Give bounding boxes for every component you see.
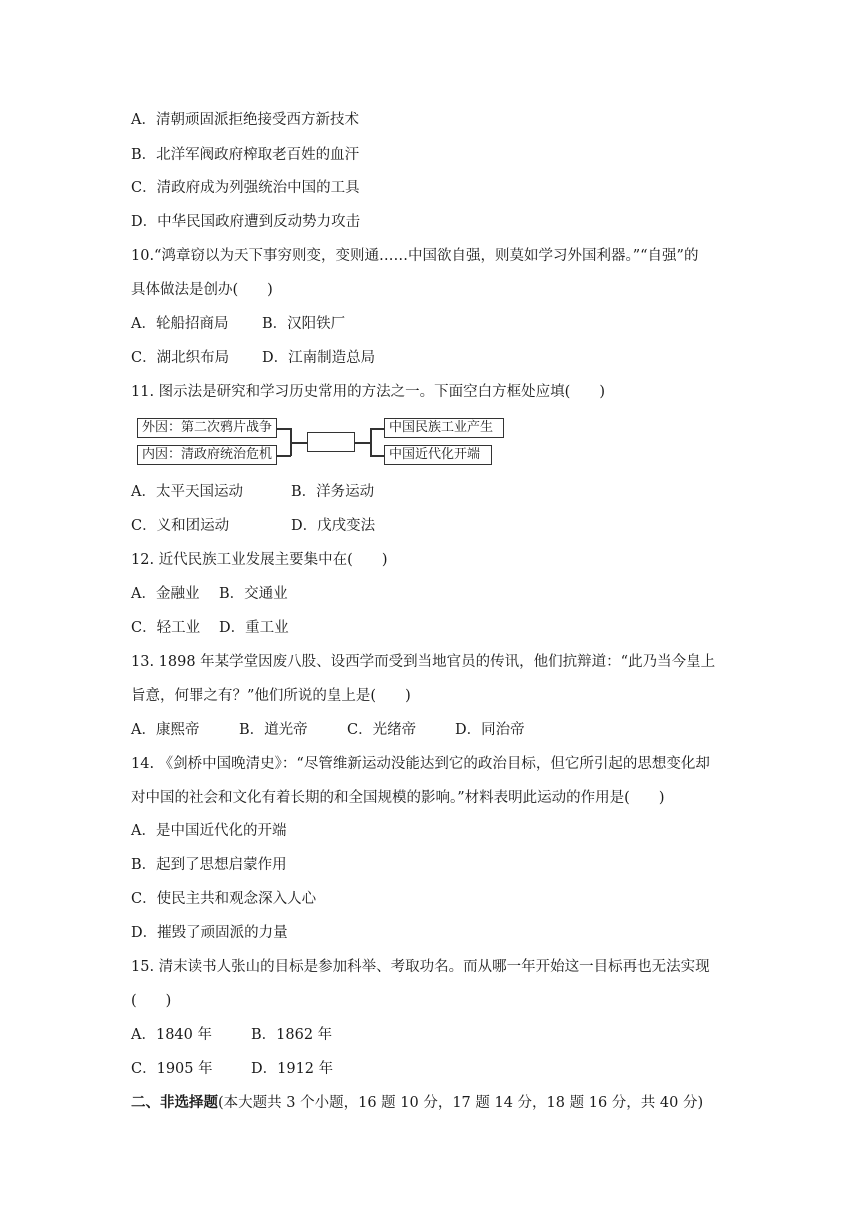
q10-option-b: B．汉阳铁厂 bbox=[262, 316, 346, 332]
q11-options-row2 bbox=[131, 516, 375, 536]
q12-options-row2 bbox=[131, 618, 289, 638]
q14-option-c: C．使民主共和观念深入人心 bbox=[131, 891, 317, 907]
q15-stem-line2: ( ) bbox=[131, 993, 172, 1009]
q13-option-c: C．光绪帝 bbox=[347, 722, 417, 738]
diagram-connector bbox=[370, 428, 384, 430]
section-2-note: (本大题共 3 个小题，16 题 10 分，17 题 14 分，18 题 16 分，共 40 分) bbox=[218, 1095, 704, 1111]
q9-option-a: A．清朝顽固派拒绝接受西方新技术 bbox=[131, 112, 359, 128]
q9-option-b: B．北洋军阀政府榨取老百姓的血汗 bbox=[131, 147, 360, 163]
q14-option-d: D．摧毁了顽固派的力量 bbox=[131, 925, 288, 941]
q15-options-row2 bbox=[131, 1059, 333, 1079]
q14-option-a: A．是中国近代化的开端 bbox=[131, 823, 287, 839]
q13-option-a: A．康熙帝 bbox=[131, 722, 200, 738]
q13-option-d: D．同治帝 bbox=[455, 722, 525, 738]
diagram-connector bbox=[290, 442, 307, 444]
q15-option-b: B．1862 年 bbox=[251, 1027, 333, 1043]
q10-option-a: A．轮船招商局 bbox=[131, 316, 229, 332]
q15-option-d: D．1912 年 bbox=[251, 1061, 334, 1077]
q11-stem: 11. 图示法是研究和学习历史常用的方法之一。下面空白方框处应填( ) bbox=[131, 384, 605, 400]
q10-option-c: C．湖北织布局 bbox=[131, 350, 230, 366]
section-2-heading bbox=[131, 1093, 703, 1113]
q10-stem-line2: 具体做法是创办( ) bbox=[131, 282, 273, 298]
q13-options-row bbox=[131, 720, 525, 740]
q12-options-row1 bbox=[131, 584, 288, 604]
q12-option-b: B．交通业 bbox=[219, 586, 288, 602]
q15-option-a: A．1840 年 bbox=[131, 1027, 212, 1043]
q14-option-b: B．起到了思想启蒙作用 bbox=[131, 857, 287, 873]
q9-option-c: C．清政府成为列强统治中国的工具 bbox=[131, 180, 360, 196]
q11-option-d: D．戊戌变法 bbox=[291, 518, 376, 534]
q10-options-row2 bbox=[131, 348, 375, 368]
q13-stem-line2: 旨意，何罪之有？”他们所说的皇上是( ) bbox=[131, 688, 411, 704]
q15-options-row1 bbox=[131, 1025, 332, 1045]
q10-option-d: D．江南制造总局 bbox=[262, 350, 376, 366]
diagram-connector bbox=[355, 442, 371, 444]
diagram-blank-box bbox=[307, 432, 355, 452]
section-2-title: 二、非选择题 bbox=[131, 1094, 218, 1111]
q13-option-b: B．道光帝 bbox=[239, 722, 308, 738]
q12-option-d: D．重工业 bbox=[219, 620, 289, 636]
q12-option-a: A．金融业 bbox=[131, 586, 200, 602]
q9-option-d: D．中华民国政府遭到反动势力攻击 bbox=[131, 214, 361, 230]
diagram-box-external-cause: 外因：第二次鸦片战争 bbox=[137, 418, 277, 438]
q11-option-a: A．太平天国运动 bbox=[131, 484, 243, 500]
diagram-connector bbox=[370, 455, 384, 457]
diagram-box-national-industry: 中国民族工业产生 bbox=[384, 418, 504, 438]
q12-option-c: C．轻工业 bbox=[131, 620, 201, 636]
q11-options-row1 bbox=[131, 482, 374, 502]
q10-options-row1 bbox=[131, 314, 345, 334]
diagram-box-internal-cause: 内因：清政府统治危机 bbox=[137, 445, 277, 465]
q14-stem-line1: 14. 《剑桥中国晚清史》：“尽管维新运动没能达到它的政治目标，但它所引起的思想变化却 bbox=[131, 756, 710, 772]
q11-option-c: C．义和团运动 bbox=[131, 518, 230, 534]
q15-option-c: C．1905 年 bbox=[131, 1061, 213, 1077]
diagram-connector bbox=[277, 455, 291, 457]
q11-option-b: B．洋务运动 bbox=[291, 484, 375, 500]
diagram-connector bbox=[370, 428, 372, 456]
q10-stem-line1: 10.“鸿章窃以为天下事穷则变，变则通……中国欲自强，则莫如学习外国利器。”“自强”的 bbox=[131, 248, 699, 264]
q15-stem-line1: 15. 清末读书人张山的目标是参加科举、考取功名。而从哪一年开始这一目标再也无法实现 bbox=[131, 959, 710, 975]
q13-stem-line1: 13. 1898 年某学堂因废八股、设西学而受到当地官员的传讯，他们抗辩道：“此乃当今皇上 bbox=[131, 654, 716, 670]
q12-stem: 12. 近代民族工业发展主要集中在( ) bbox=[131, 552, 388, 568]
diagram-connector bbox=[277, 428, 291, 430]
q14-stem-line2: 对中国的社会和文化有着长期的和全国规模的影响。”材料表明此运动的作用是( ) bbox=[131, 790, 665, 806]
q11-diagram bbox=[137, 413, 517, 469]
diagram-box-modernization-start: 中国近代化开端 bbox=[384, 445, 492, 465]
